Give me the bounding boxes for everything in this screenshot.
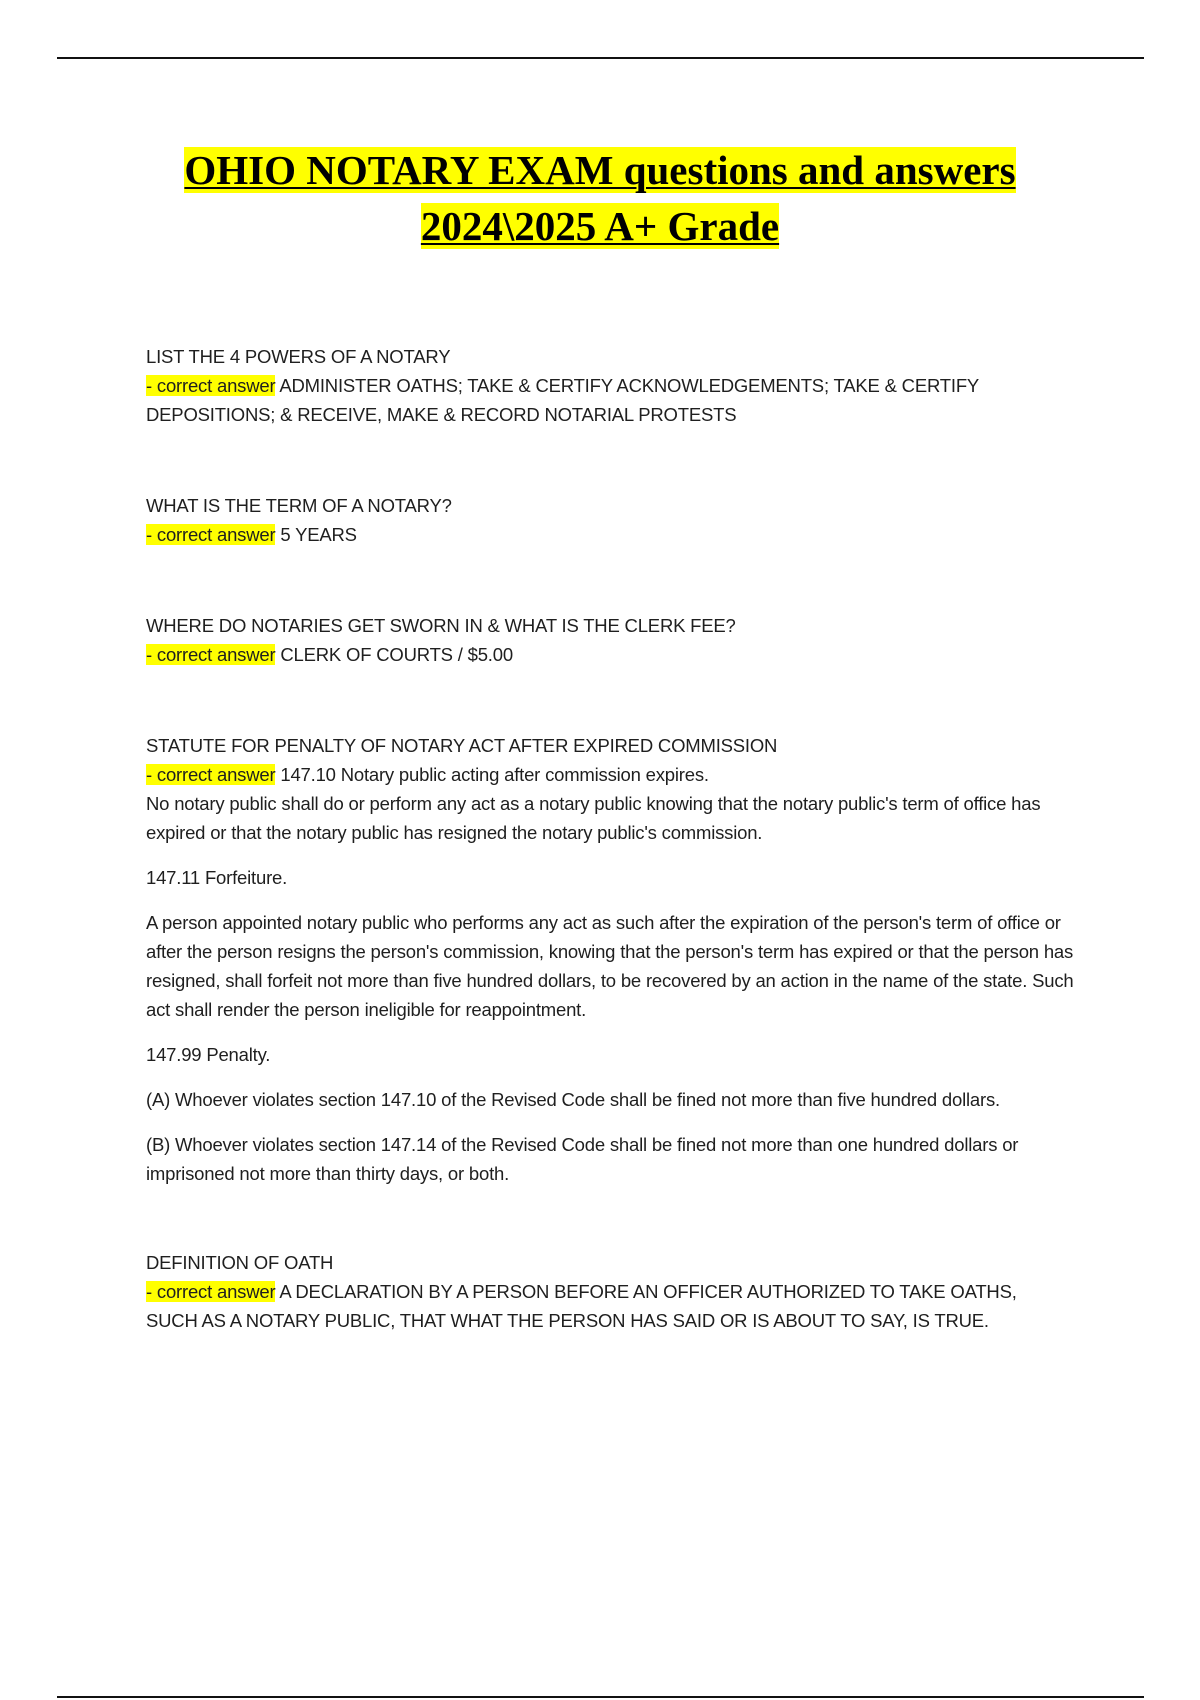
statute-paragraph: (A) Whoever violates section 147.10 of the Revised Code shall be fined not more than five hundred dollars. bbox=[146, 1089, 1000, 1110]
question-text: DEFINITION OF OATH bbox=[146, 1252, 334, 1273]
answer-text bbox=[146, 1277, 1096, 1306]
statute-paragraph: No notary public shall do or perform any act as a notary public knowing that the notary public's term of office has expired or that the notary public has resigned the notary public's commission. bbox=[146, 793, 1041, 843]
statute-heading: 147.11 Forfeiture. bbox=[146, 867, 288, 888]
top-rule bbox=[57, 57, 1144, 59]
qa-item bbox=[146, 342, 1096, 429]
answer-marker: - correct answer bbox=[146, 1281, 276, 1302]
title-line-1: OHIO NOTARY EXAM questions and answers bbox=[184, 147, 1016, 193]
answer-line-1: 147.10 Notary public acting after commission expires. bbox=[280, 764, 709, 785]
answer-marker: - correct answer bbox=[146, 375, 276, 396]
answer-text bbox=[146, 371, 1096, 400]
answer-line-1: 5 YEARS bbox=[280, 524, 357, 545]
answer-marker: - correct answer bbox=[146, 644, 276, 665]
answer-marker: - correct answer bbox=[146, 764, 276, 785]
qa-item bbox=[146, 611, 1096, 669]
question-text: LIST THE 4 POWERS OF A NOTARY bbox=[146, 346, 451, 367]
answer-line-1: ADMINISTER OATHS; TAKE & CERTIFY ACKNOWLEDGEMENTS; TAKE & CERTIFY bbox=[279, 375, 980, 396]
question-text: WHERE DO NOTARIES GET SWORN IN & WHAT IS THE CLERK FEE? bbox=[146, 615, 736, 636]
answer-line-2: SUCH AS A NOTARY PUBLIC, THAT WHAT THE PERSON HAS SAID OR IS ABOUT TO SAY, IS TRUE. bbox=[146, 1310, 989, 1331]
question-text: STATUTE FOR PENALTY OF NOTARY ACT AFTER EXPIRED COMMISSION bbox=[146, 735, 778, 756]
qa-item bbox=[146, 1248, 1096, 1335]
answer-text bbox=[146, 760, 1096, 789]
statute-paragraph: A person appointed notary public who performs any act as such after the expiration of the person's term of office or after the person resigns the person's commission, knowing that the person's term has expired or that the person has resigned, shall forfeit not more than five hundred dollars, to be recovered by an action in the name of the state. Such act shall render the person ineligible for reappointment. bbox=[146, 912, 1074, 1020]
qa-item bbox=[146, 731, 1096, 1188]
answer-text bbox=[146, 640, 1096, 669]
answer-text bbox=[146, 520, 1096, 549]
document-title bbox=[0, 142, 1200, 254]
question-text: WHAT IS THE TERM OF A NOTARY? bbox=[146, 495, 452, 516]
answer-line-1: A DECLARATION BY A PERSON BEFORE AN OFFICER AUTHORIZED TO TAKE OATHS, bbox=[279, 1281, 1017, 1302]
qa-item bbox=[146, 491, 1096, 549]
answer-marker: - correct answer bbox=[146, 524, 276, 545]
document-body bbox=[146, 342, 1096, 1335]
answer-line-1: CLERK OF COURTS / $5.00 bbox=[280, 644, 513, 665]
title-line-2: 2024\2025 A+ Grade bbox=[420, 203, 780, 249]
answer-line-2: DEPOSITIONS; & RECEIVE, MAKE & RECORD NOTARIAL PROTESTS bbox=[146, 404, 737, 425]
bottom-rule bbox=[57, 1696, 1144, 1698]
statute-heading: 147.99 Penalty. bbox=[146, 1044, 271, 1065]
statute-paragraph: (B) Whoever violates section 147.14 of the Revised Code shall be fined not more than one hundred dollars or imprisoned not more than thirty days, or both. bbox=[146, 1134, 1019, 1184]
